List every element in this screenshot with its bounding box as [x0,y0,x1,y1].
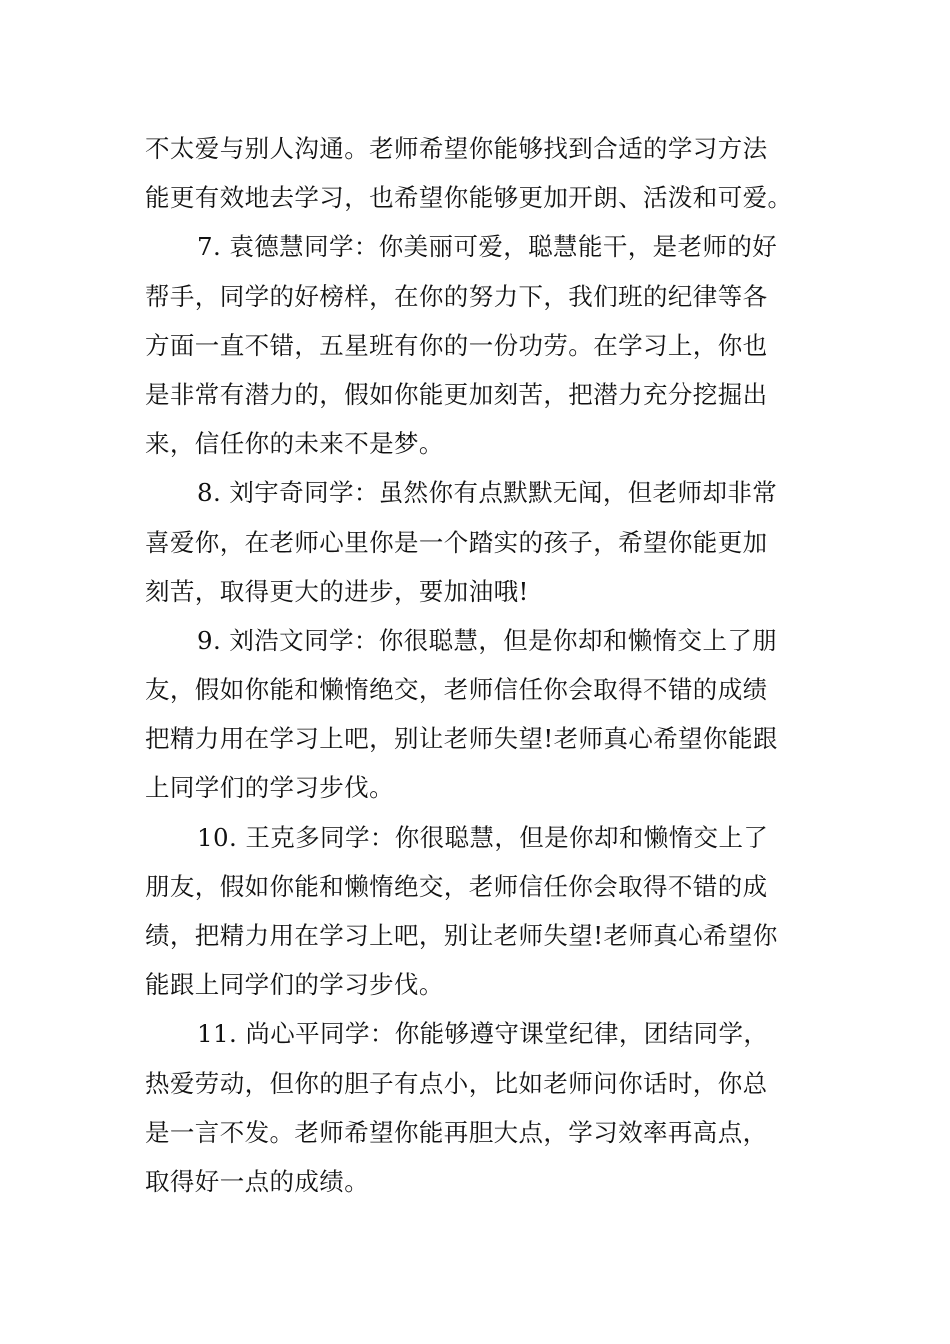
text-line: 是非常有潜力的，假如你能更加刻苦，把潜力充分挖掘出 [145,379,768,409]
text-line: 是一言不发。老师希望你能再胆大点，学习效率再高点， [145,1117,768,1147]
text-line: 能更有效地去学习，也希望你能够更加开朗、活泼和可爱。 [145,183,793,213]
text-line: 朋友，假如你能和懒惰绝交，老师信任你会取得不错的成 [145,871,768,901]
text-line: 上同学们的学习步伐。 [145,773,394,803]
text-line: 刻苦，取得更大的进步，要加油哦! [145,576,529,606]
text-line: 友，假如你能和懒惰绝交，老师信任你会取得不错的成绩 [145,675,768,705]
text-line: 来，信任你的未来不是梦。 [145,429,444,459]
text-line: 帮手，同学的好榜样，在你的努力下，我们班的纪律等各 [145,281,768,311]
text-line: 取得好一点的成绩。 [145,1166,370,1196]
text-line: 8. 刘宇奇同学：虽然你有点默默无闻，但老师却非常 [197,478,778,508]
text-line: 9. 刘浩文同学：你很聪慧，但是你却和懒惰交上了朋 [197,625,778,655]
text-line: 10. 王克多同学：你很聪慧，但是你却和懒惰交上了 [197,822,769,852]
text-line: 能跟上同学们的学习步伐。 [145,970,444,1000]
text-line: 把精力用在学习上吧，别让老师失望!老师真心希望你能跟 [145,724,778,754]
document-body [145,124,805,1206]
text-line: 热爱劳动，但你的胆子有点小，比如老师问你话时，你总 [145,1068,768,1098]
text-line: 11. 尚心平同学：你能够遵守课堂纪律，团结同学， [197,1019,769,1049]
text-line: 不太爱与别人沟通。老师希望你能够找到合适的学习方法 [145,134,768,163]
text-line: 7. 袁德慧同学：你美丽可爱，聪慧能干，是老师的好 [197,232,778,262]
text-line: 绩，把精力用在学习上吧，别让老师失望!老师真心希望你 [145,921,778,950]
text-line: 喜爱你，在老师心里你是一个踏实的孩子，希望你能更加 [145,527,768,557]
text-line: 方面一直不错，五星班有你的一份功劳。在学习上，你也 [145,330,768,360]
